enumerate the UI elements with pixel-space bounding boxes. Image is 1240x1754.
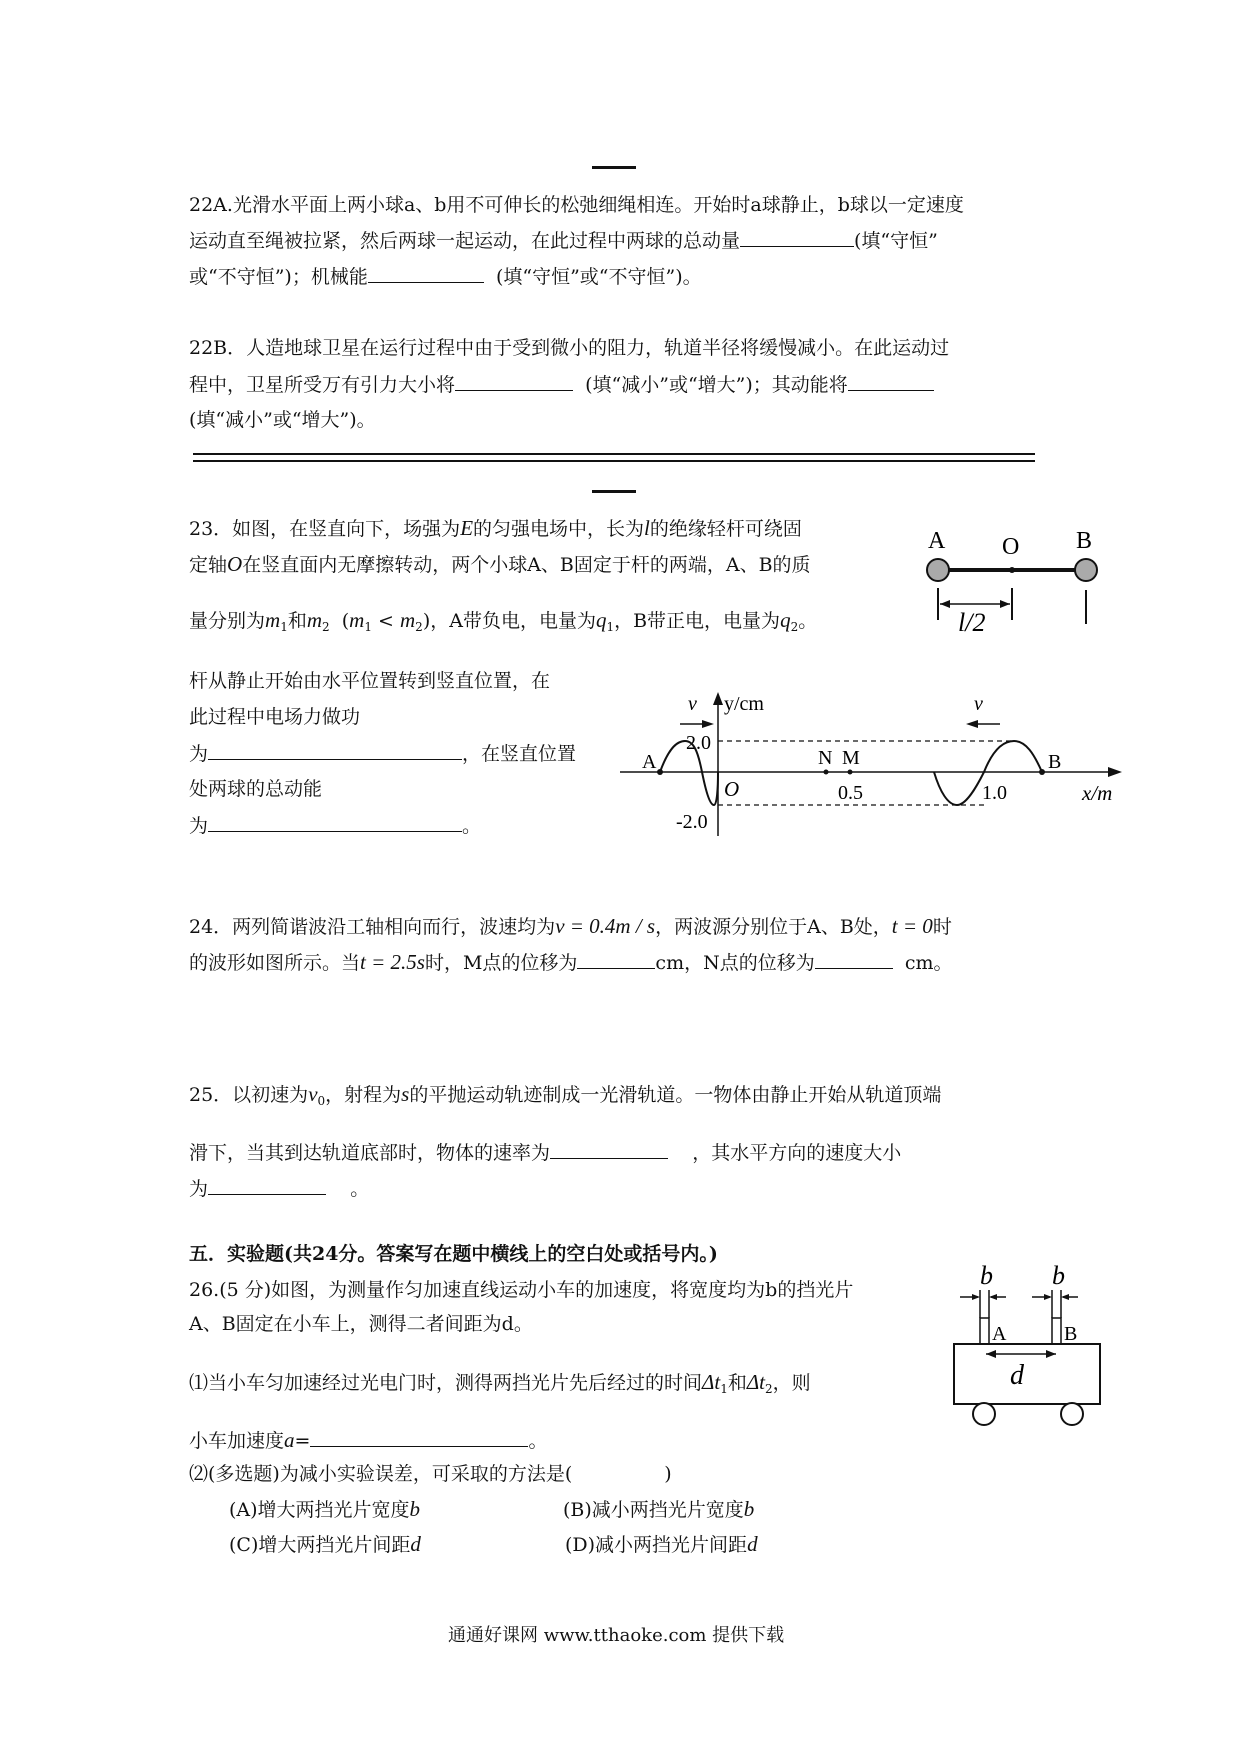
q22a-blank-momentum[interactable] (740, 228, 854, 247)
q25-line1: 25．以初速为$v_0$，射程为s的平抛运动轨迹制成一光滑轨道。一物体由静止开始从轨道顶端 (189, 1082, 942, 1108)
label-half-length: l/2 (958, 608, 986, 636)
q25-line3: 为 。 (189, 1178, 370, 1200)
x-tick-10: 1.0 (982, 782, 1007, 804)
shutter-b (1052, 1318, 1061, 1344)
q26-line3: ⑴当小车匀加速经过光电门时，测得两挡光片先后经过的时间$\Delta t_1$和$\Delta t_2$，则 (189, 1370, 811, 1396)
label-spacing-d: d (1010, 1360, 1024, 1391)
divider-double (193, 453, 1035, 462)
q24-blank-m[interactable] (577, 950, 655, 969)
q22a-line1: 22A.光滑水平面上两小球a、b用不可伸长的松弛细绳相连。开始时a球静止，b球以一定速度 (189, 194, 964, 216)
label-origin: O (724, 777, 740, 801)
q25-blank-speed[interactable] (550, 1140, 668, 1159)
q26-line5: ⑵(多选题)为减小实验误差，可采取的方法是( ) (189, 1463, 672, 1485)
section-5-title: 五．实验题(共24分。答案写在题中横线上的空白处或括号内。) (189, 1243, 718, 1265)
ball-a (927, 559, 949, 581)
q23-line6: 为 ，在竖直位置 (189, 743, 577, 765)
q23-line2: 定轴O在竖直面内无摩擦转动，两个小球A、B固定于杆的两端，A、B的质 (189, 552, 811, 576)
wave-figure (616, 688, 1136, 838)
velocity-right-label: v (974, 693, 983, 715)
q22b-blank-gravity[interactable] (455, 372, 573, 391)
label-shutter-b: B (1064, 1323, 1078, 1345)
q24-blank-n[interactable] (815, 950, 893, 969)
wheel-left (973, 1403, 995, 1425)
x-label: x/m (1082, 781, 1113, 805)
q26-option-d[interactable]: (D)减小两挡光片间距d (565, 1532, 758, 1556)
label-shutter-a: A (992, 1323, 1007, 1345)
section-marker-mid (592, 490, 636, 493)
q22b-line2: 程中，卫星所受万有引力大小将 (填“减小”或“增大”)；其动能将 (189, 372, 934, 397)
label-source-a: A (642, 751, 657, 773)
cart-body (954, 1344, 1100, 1404)
q26-line2: A、B固定在小车上，测得二者间距为d。 (189, 1313, 533, 1335)
label-width-b2: b (1052, 1261, 1065, 1290)
label-b: B (1076, 528, 1093, 554)
label-o: O (1002, 534, 1020, 560)
q24-line2: 的波形如图所示。当t = 2.5s时，M点的位移为 cm，N点的位移为 cm。 (189, 950, 953, 974)
q23-line8: 为 。 (189, 815, 482, 837)
ball-b (1075, 559, 1097, 581)
shutter-a (980, 1318, 989, 1344)
q25-line2: 滑下，当其到达轨道底部时，物体的速率为 ，其水平方向的速度大小 (189, 1142, 902, 1164)
label-n: N (818, 747, 833, 769)
q26-line4: 小车加速度a= 。 (189, 1428, 548, 1452)
velocity-left-label: v (688, 693, 697, 715)
section-marker-top (592, 166, 636, 169)
q24-line1: 24．两列简谐波沿工轴相向而行，波速均为v = 0.4m / s，两波源分别位于A、B处，t = 0时 (189, 914, 952, 938)
q26-option-c[interactable]: (C)增大两挡光片间距d (229, 1532, 421, 1556)
y-tick-top: 2.0 (686, 732, 711, 754)
q23-line5: 此过程中电场力做功 (189, 706, 361, 728)
q26-option-a[interactable]: (A)增大两挡光片宽度b (229, 1497, 421, 1521)
page-footer: 通通好课网 www.tthaoke.com 提供下载 (448, 1625, 785, 1646)
q26-option-b[interactable]: (B)减小两挡光片宽度b (563, 1497, 755, 1521)
label-width-b1: b (980, 1261, 993, 1290)
q22b-line1: 22B．人造地球卫星在运行过程中由于受到微小的阻力，轨道半径将缓慢减小。在此运动过 (189, 337, 950, 359)
q23-line1: 23．如图，在竖直向下，场强为E的匀强电场中，长为l的绝缘轻杆可绕固 (189, 516, 802, 540)
q26-line1: 26.(5 分)如图，为测量作匀加速直线运动小车的加速度，将宽度均为b的挡光片 (189, 1279, 854, 1301)
q22a-blank-energy[interactable] (368, 264, 484, 283)
q22a-line3: 或“不守恒”)；机械能 (填“守恒”或“不守恒”)。 (189, 266, 702, 288)
cart-figure (946, 1258, 1110, 1432)
rod-figure (916, 520, 1116, 636)
label-source-b: B (1048, 751, 1062, 773)
q22b-blank-kinetic[interactable] (848, 372, 934, 391)
q23-line4: 杆从静止开始由水平位置转到竖直位置，在 (189, 670, 551, 692)
label-a: A (928, 528, 946, 554)
wheel-right (1061, 1403, 1083, 1425)
q26-blank-acceleration[interactable] (310, 1428, 528, 1447)
q23-line7: 处两球的总动能 (189, 778, 323, 800)
q26-blank-choice[interactable] (572, 1462, 664, 1480)
q25-blank-horizontal[interactable] (208, 1176, 326, 1195)
y-tick-bottom: -2.0 (676, 811, 708, 833)
q22b-line3: (填“减小”或“增大”)。 (189, 409, 376, 431)
q22a-line2: 运动直至绳被拉紧，然后两球一起运动，在此过程中两球的总动量 (填“守恒” (189, 230, 938, 252)
label-m: M (842, 747, 860, 769)
pivot-o (1009, 567, 1015, 573)
q23-blank-work[interactable] (208, 741, 462, 760)
q23-line3: 量分别为$m_1$和$m_2$ $(m_1 < m_2)$，A带负电，电量为$q_1$，B带正电，电量为$q_2$。 (189, 608, 818, 634)
q23-blank-kinetic[interactable] (208, 813, 462, 832)
y-label: y/cm (724, 693, 764, 715)
x-tick-05: 0.5 (838, 782, 863, 804)
